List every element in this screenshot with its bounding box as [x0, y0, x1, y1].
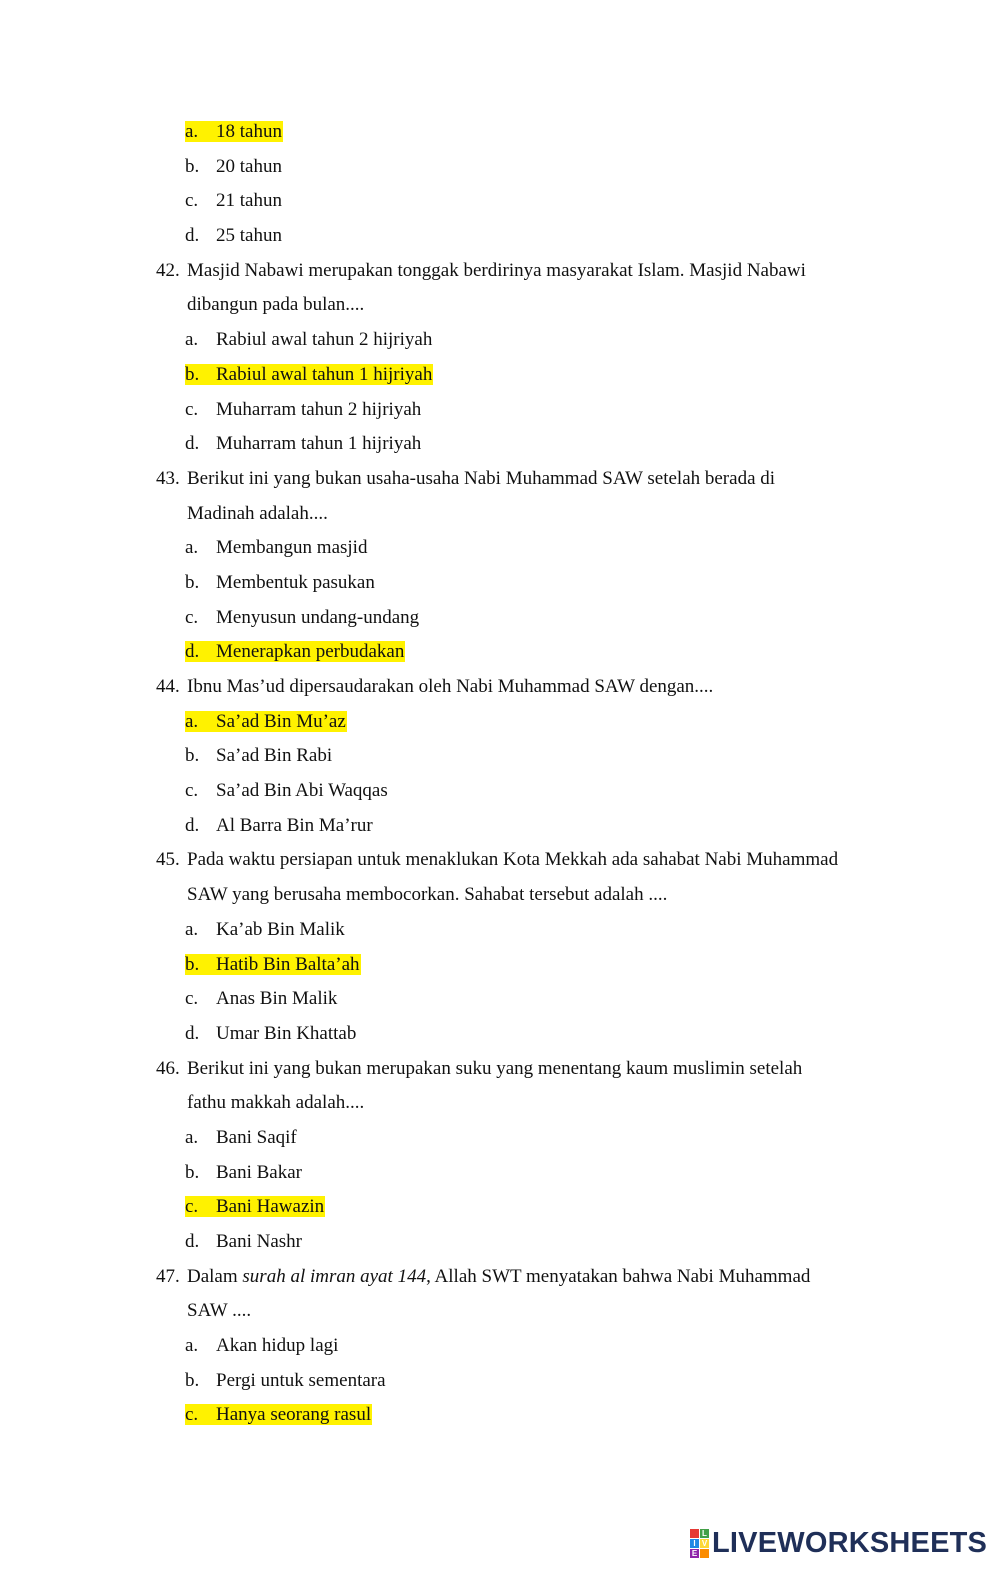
question-text: Ibnu Mas’ud dipersaudarakan oleh Nabi Muhammad SAW dengan.... [187, 676, 714, 697]
option-letter: b. [185, 363, 200, 385]
question-text: SAW yang berusaha membocorkan. Sahabat tersebut adalah .... [187, 884, 668, 906]
answer-option [185, 184, 282, 219]
option-letter: d. [185, 225, 200, 247]
answer-option [185, 774, 388, 809]
question-text-start: Dalam [187, 1265, 243, 1287]
option-text: Akan hidup lagi [216, 1335, 339, 1357]
question-text: dibangun pada bulan.... [187, 294, 365, 316]
option-row[interactable] [0, 184, 1000, 219]
option-row[interactable] [0, 635, 1000, 670]
answer-option [185, 1190, 325, 1225]
answer-option [185, 1156, 302, 1191]
logo-tile [690, 1529, 699, 1538]
surah-reference: surah al imran ayat 144 [242, 1265, 427, 1287]
question-42 [0, 254, 1000, 289]
question-number: 45. [156, 849, 180, 871]
logo-mark-icon [690, 1529, 709, 1558]
answer-option [185, 982, 337, 1017]
option-text: 21 tahun [216, 190, 282, 212]
option-row[interactable] [0, 948, 1000, 983]
option-letter: b. [185, 953, 200, 975]
option-text: Rabiul awal tahun 2 hijriyah [216, 329, 433, 351]
answer-highlight [185, 711, 347, 732]
option-text: Hatib Bin Balta’ah [216, 953, 360, 975]
answer-option [185, 531, 367, 566]
answer-option [185, 115, 283, 150]
logo-letter: E [691, 1548, 698, 1558]
option-row[interactable] [0, 427, 1000, 462]
option-text: Sa’ad Bin Abi Waqqas [216, 780, 388, 802]
option-letter: a. [185, 537, 199, 559]
option-row[interactable] [0, 1225, 1000, 1260]
logo-letter: V [701, 1538, 708, 1548]
answer-option [185, 1398, 372, 1433]
question-46 [0, 1052, 1000, 1087]
option-letter: c. [185, 780, 199, 802]
option-text: Sa’ad Bin Mu’az [216, 710, 346, 732]
option-row[interactable] [0, 705, 1000, 740]
answer-option [185, 705, 347, 740]
logo-letter: L [700, 1529, 709, 1538]
option-row[interactable] [0, 1017, 1000, 1052]
option-text: Hanya seorang rasul [216, 1404, 372, 1426]
option-row[interactable] [0, 115, 1000, 150]
question-45-continued [0, 878, 1000, 913]
option-row[interactable] [0, 393, 1000, 428]
option-row[interactable] [0, 601, 1000, 636]
option-row[interactable] [0, 982, 1000, 1017]
option-letter: d. [185, 641, 200, 663]
answer-option [185, 1364, 386, 1399]
answer-option [185, 739, 332, 774]
question-text: Masjid Nabawi merupakan tonggak berdirinya masyarakat Islam. Masjid Nabawi [187, 259, 806, 281]
question-42-continued [0, 288, 1000, 323]
option-text: Bani Nashr [216, 1231, 303, 1252]
option-letter: c. [185, 1196, 199, 1218]
option-letter: d. [185, 1022, 200, 1044]
option-letter: b. [185, 1161, 200, 1183]
question-number: 42. [156, 259, 180, 281]
answer-option [185, 948, 361, 983]
option-letter: b. [185, 1369, 200, 1391]
option-row[interactable] [0, 323, 1000, 358]
option-letter: a. [185, 1335, 199, 1357]
answer-option [185, 150, 282, 185]
option-text: Menerapkan perbudakan [216, 641, 405, 663]
option-letter: c. [185, 398, 199, 420]
option-letter: c. [185, 606, 199, 628]
option-row[interactable] [0, 739, 1000, 774]
answer-option [185, 1225, 302, 1260]
worksheet-page [0, 115, 1000, 1433]
option-text: Membangun masjid [216, 537, 368, 559]
question-text: SAW .... [187, 1300, 252, 1322]
option-text: Anas Bin Malik [216, 988, 338, 1010]
question-45 [0, 843, 1000, 878]
answer-option [185, 219, 282, 254]
option-letter: b. [185, 571, 200, 593]
option-letter: c. [185, 190, 199, 212]
answer-option [185, 809, 373, 844]
option-row[interactable] [0, 358, 1000, 393]
option-letter: a. [185, 710, 199, 732]
question-text: Berikut ini yang bukan usaha-usaha Nabi Muhammad SAW setelah berada di [187, 467, 776, 489]
answer-option [185, 323, 432, 358]
answer-highlight [185, 954, 361, 975]
answer-highlight [185, 1196, 325, 1217]
option-text: 18 tahun [216, 121, 282, 142]
answer-option [185, 427, 421, 462]
option-text: Sa’ad Bin Rabi [216, 745, 333, 767]
question-46-continued [0, 1086, 1000, 1121]
question-47 [0, 1260, 1000, 1295]
answer-highlight [185, 364, 433, 385]
option-row[interactable] [0, 1364, 1000, 1399]
logo-tile [700, 1549, 709, 1558]
option-row[interactable] [0, 531, 1000, 566]
option-row[interactable] [0, 1190, 1000, 1225]
answer-option [185, 635, 405, 670]
answer-option [185, 913, 345, 948]
option-letter: c. [185, 1404, 199, 1426]
question-43-continued [0, 497, 1000, 532]
option-row[interactable] [0, 774, 1000, 809]
question-number: 46. [156, 1057, 180, 1079]
question-text-end: , Allah SWT menyatakan bahwa Nabi Muhammad [426, 1265, 811, 1287]
answer-highlight [185, 641, 405, 662]
answer-option [185, 1121, 297, 1156]
question-text: Berikut ini yang bukan merupakan suku yang menentang kaum muslimin setelah [187, 1057, 803, 1079]
option-text: Bani Saqif [216, 1126, 297, 1148]
option-letter: a. [185, 121, 199, 142]
answer-highlight [185, 1404, 372, 1425]
answer-option [185, 1017, 356, 1052]
option-row[interactable] [0, 1329, 1000, 1364]
option-letter: d. [185, 814, 200, 836]
option-text: Ka’ab Bin Malik [216, 918, 345, 940]
question-number: 44. [156, 676, 180, 697]
option-row[interactable] [0, 1121, 1000, 1156]
question-text: Madinah adalah.... [187, 502, 328, 524]
answer-option [185, 1329, 338, 1364]
option-text: Muharram tahun 2 hijriyah [216, 398, 422, 420]
question-47-continued [0, 1294, 1000, 1329]
question-text: fathu makkah adalah.... [187, 1092, 365, 1114]
logo-wordmark: LIVEWORKSHEETS [712, 1526, 988, 1559]
option-row[interactable] [0, 219, 1000, 254]
option-letter: b. [185, 745, 200, 767]
logo-letter: I [690, 1539, 699, 1548]
option-row[interactable] [0, 1156, 1000, 1191]
question-43 [0, 462, 1000, 497]
answer-option [185, 566, 375, 601]
option-text: Bani Hawazin [216, 1196, 325, 1218]
option-row[interactable] [0, 913, 1000, 948]
option-text: Umar Bin Khattab [216, 1022, 357, 1044]
question-44 [0, 670, 1000, 705]
answer-option [185, 358, 433, 393]
answer-highlight [185, 121, 283, 142]
option-letter: d. [185, 1231, 200, 1252]
option-row[interactable] [0, 566, 1000, 601]
question-text: Pada waktu persiapan untuk menaklukan Kota Mekkah ada sahabat Nabi Muhammad [187, 849, 839, 871]
option-letter: d. [185, 433, 200, 455]
option-text: Bani Bakar [216, 1161, 303, 1183]
option-text: Membentuk pasukan [216, 571, 375, 593]
liveworksheets-logo [690, 1526, 987, 1560]
question-number: 47. [156, 1265, 180, 1287]
option-letter: a. [185, 918, 199, 940]
option-text: 25 tahun [216, 225, 282, 247]
option-row[interactable] [0, 1398, 1000, 1433]
option-letter: c. [185, 988, 199, 1010]
option-row[interactable] [0, 150, 1000, 185]
question-number: 43. [156, 467, 180, 489]
option-text: Muharram tahun 1 hijriyah [216, 433, 422, 455]
option-text: 20 tahun [216, 155, 282, 177]
option-text: Al Barra Bin Ma’rur [216, 814, 373, 836]
option-text: Menyusun undang-undang [216, 606, 420, 628]
option-text: Rabiul awal tahun 1 hijriyah [216, 363, 433, 385]
answer-option [185, 393, 421, 428]
option-letter: a. [185, 1126, 199, 1148]
option-letter: b. [185, 155, 200, 177]
option-text: Pergi untuk sementara [216, 1369, 386, 1391]
question-text [187, 1260, 810, 1295]
option-letter: a. [185, 329, 199, 351]
answer-option [185, 601, 419, 636]
option-row[interactable] [0, 809, 1000, 844]
